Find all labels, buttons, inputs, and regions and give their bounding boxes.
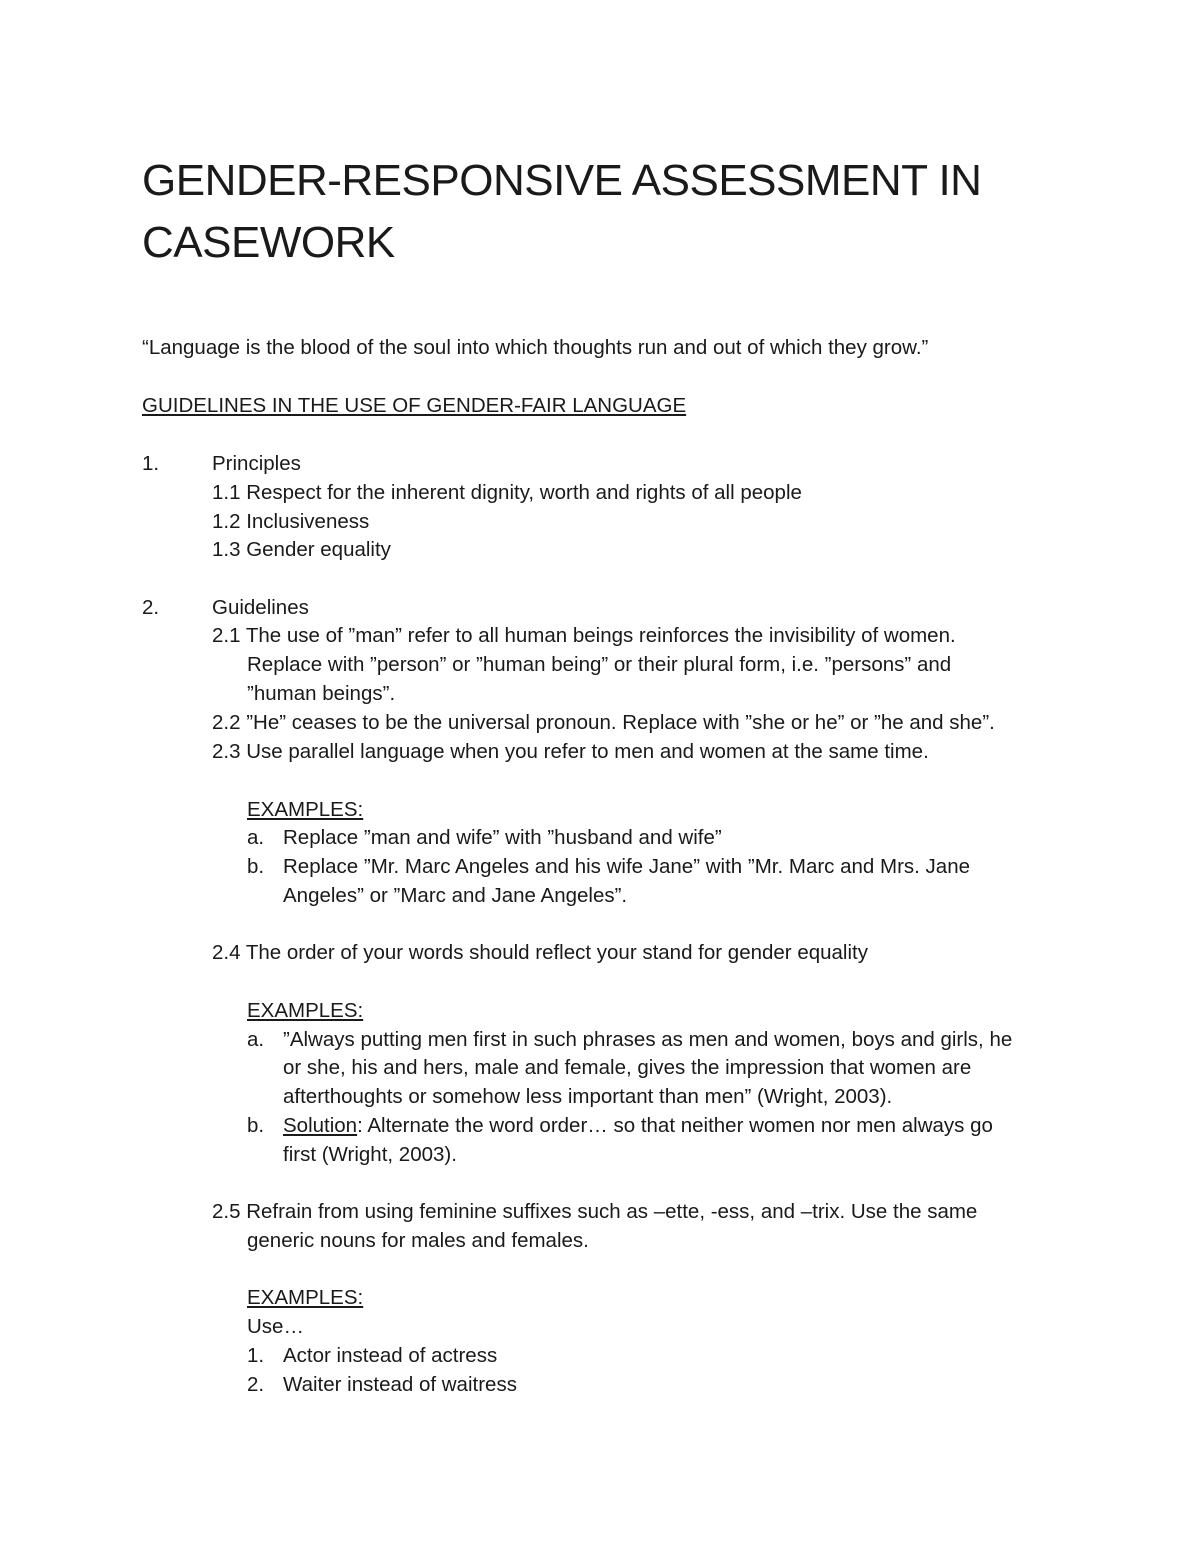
example-marker: b. bbox=[247, 1114, 265, 1137]
example-marker: 1. bbox=[247, 1344, 265, 1367]
guideline-2-1: 2.1 The use of ”man” refer to all human beings reinforces the invisibility of women. bbox=[212, 624, 956, 647]
example-item-cont: or she, his and hers, male and female, gives the impression that women are bbox=[283, 1056, 972, 1079]
example-item: Waiter instead of waitress bbox=[283, 1373, 517, 1396]
examples-label: EXAMPLES: bbox=[247, 1286, 364, 1309]
guideline-2-5-cont: generic nouns for males and females. bbox=[247, 1229, 589, 1252]
example-item bbox=[283, 1111, 993, 1140]
example-item: Replace ”Mr. Marc Angeles and his wife Jane” with ”Mr. Marc and Mrs. Jane bbox=[283, 855, 971, 878]
solution-text: : Alternate the word order… so that neither women nor men always go bbox=[357, 1114, 993, 1137]
examples-intro: Use… bbox=[247, 1315, 304, 1338]
guideline-2-3: 2.3 Use parallel language when you refer to men and women at the same time. bbox=[212, 740, 929, 763]
example-item-cont: Angeles” or ”Marc and Jane Angeles”. bbox=[283, 884, 628, 907]
example-marker: a. bbox=[247, 826, 265, 849]
guideline-2-1-cont: Replace with ”person” or ”human being” or their plural form, i.e. ”persons” and bbox=[247, 653, 952, 676]
guideline-2-1-cont: ”human beings”. bbox=[247, 682, 396, 705]
examples-label: EXAMPLES: bbox=[247, 798, 364, 821]
example-item: Actor instead of actress bbox=[283, 1344, 498, 1367]
section-1-number: 1. bbox=[142, 452, 160, 475]
guideline-2-2: 2.2 ”He” ceases to be the universal pronoun. Replace with ”she or he” or ”he and she”. bbox=[212, 711, 995, 734]
guideline-2-4: 2.4 The order of your words should reflect your stand for gender equality bbox=[212, 941, 868, 964]
principle-item: 1.1 Respect for the inherent dignity, worth and rights of all people bbox=[212, 481, 802, 504]
example-marker: b. bbox=[247, 855, 265, 878]
principle-item: 1.2 Inclusiveness bbox=[212, 510, 370, 533]
section-2-label: Guidelines bbox=[212, 596, 309, 619]
example-item: Replace ”man and wife” with ”husband and wife” bbox=[283, 826, 722, 849]
section-2-number: 2. bbox=[142, 596, 160, 619]
example-marker: 2. bbox=[247, 1373, 265, 1396]
example-item: ”Always putting men first in such phrases as men and women, boys and girls, he bbox=[283, 1028, 1013, 1051]
section-heading: GUIDELINES IN THE USE OF GENDER-FAIR LANGUAGE bbox=[142, 394, 687, 417]
section-1-label: Principles bbox=[212, 452, 301, 475]
solution-label: Solution bbox=[283, 1114, 358, 1137]
example-item-cont: afterthoughts or somehow less important than men” (Wright, 2003). bbox=[283, 1085, 893, 1108]
example-marker: a. bbox=[247, 1028, 265, 1051]
examples-label: EXAMPLES: bbox=[247, 999, 364, 1022]
guideline-2-5: 2.5 Refrain from using feminine suffixes such as –ette, -ess, and –trix. Use the same bbox=[212, 1200, 978, 1223]
example-item-cont: first (Wright, 2003). bbox=[283, 1143, 457, 1166]
principle-item: 1.3 Gender equality bbox=[212, 538, 391, 561]
epigraph-quote: “Language is the blood of the soul into which thoughts run and out of which they grow.” bbox=[142, 336, 929, 359]
document-title: GENDER-RESPONSIVE ASSESSMENT IN CASEWORK bbox=[142, 156, 982, 267]
